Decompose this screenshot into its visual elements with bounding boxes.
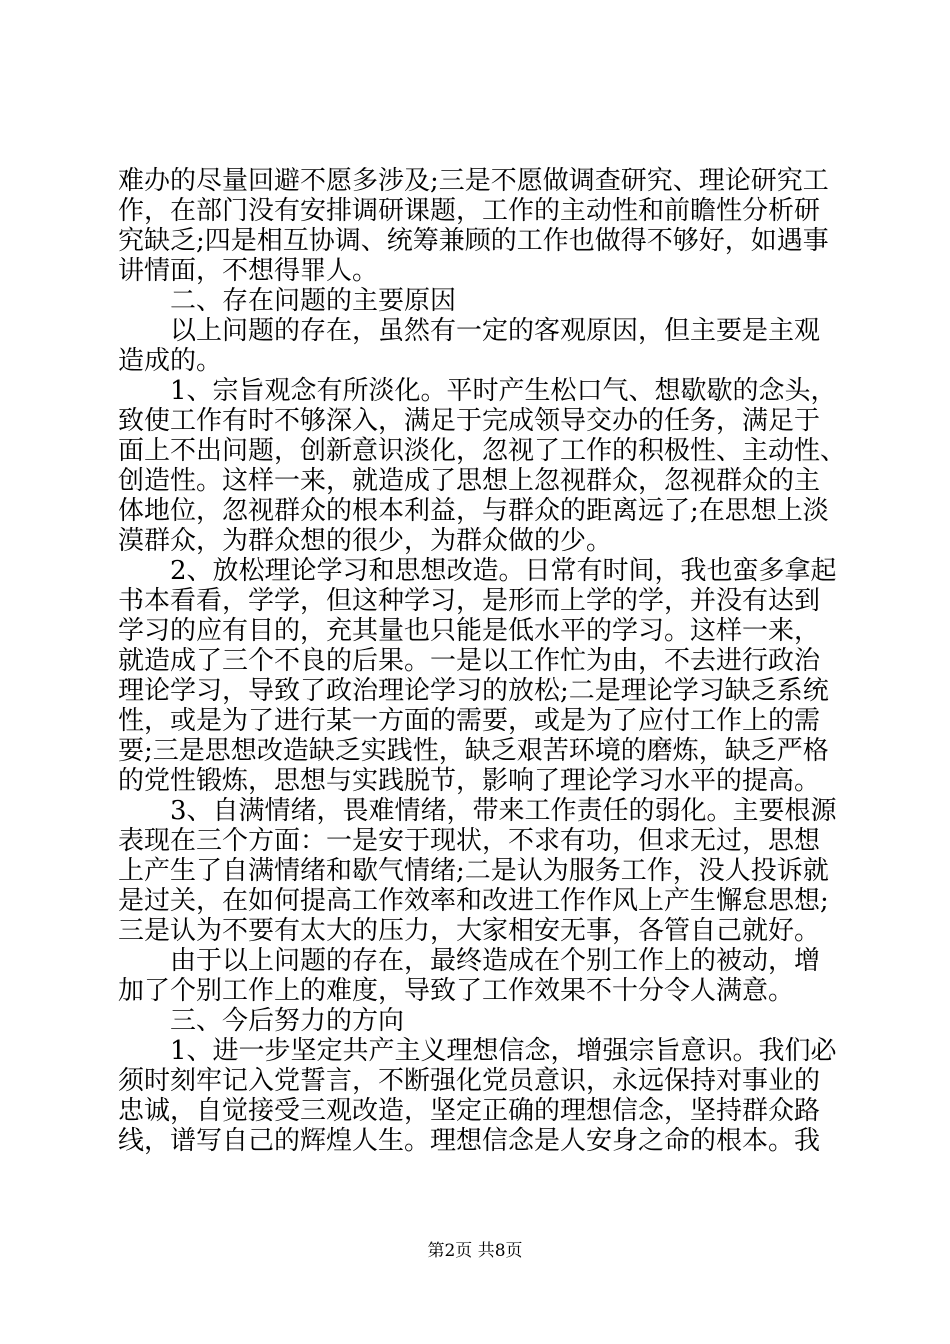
text-line: 加了个别工作上的难度，导致了工作效果不十分令人满意。 bbox=[118, 976, 795, 1006]
text-line: 要;三是思想改造缺乏实践性，缺乏艰苦环境的磨炼，缺乏严格 bbox=[118, 736, 829, 766]
text-line: 面上不出问题，创新意识淡化，忽视了工作的积极性、主动性、 bbox=[118, 436, 847, 466]
text-line: 学习的应有目的，充其量也只能是低水平的学习。这样一来， bbox=[118, 616, 821, 646]
text-line: 是过关，在如何提高工作效率和改进工作作风上产生懈怠思想; bbox=[118, 886, 829, 916]
section-heading: 二、存在问题的主要原因 bbox=[118, 286, 457, 316]
document-body bbox=[118, 166, 847, 1156]
text-line: 致使工作有时不够深入，满足于完成领导交办的任务，满足于 bbox=[118, 406, 821, 436]
text-line: 性，或是为了进行某一方面的需要，或是为了应付工作上的需 bbox=[118, 706, 821, 736]
text-line: 由于以上问题的存在，最终造成在个别工作上的被动，增 bbox=[118, 946, 821, 976]
text-line: 1、进一步坚定共产主义理想信念，增强宗旨意识。我们必 bbox=[118, 1036, 837, 1066]
text-line: 理论学习，导致了政治理论学习的放松;二是理论学习缺乏系统 bbox=[118, 676, 829, 706]
text-line: 作，在部门没有安排调研课题，工作的主动性和前瞻性分析研 bbox=[118, 196, 821, 226]
page-number: 第2页 共8页 bbox=[427, 1241, 523, 1261]
text-line: 表现在三个方面：一是安于现状，不求有功，但求无过，思想 bbox=[118, 826, 821, 856]
text-line: 线，谱写自己的辉煌人生。理想信念是人安身之命的根本。我 bbox=[118, 1126, 821, 1156]
text-line: 书本看看，学学，但这种学习，是形而上学的学，并没有达到 bbox=[118, 586, 821, 616]
text-line: 究缺乏;四是相互协调、统筹兼顾的工作也做得不够好，如遇事 bbox=[118, 226, 829, 256]
text-line: 以上问题的存在，虽然有一定的客观原因，但主要是主观 bbox=[118, 316, 821, 346]
text-line: 须时刻牢记入党誓言，不断强化党员意识，永远保持对事业的 bbox=[118, 1066, 821, 1096]
text-line: 的党性锻炼，思想与实践脱节，影响了理论学习水平的提高。 bbox=[118, 766, 821, 796]
text-line: 讲情面，不想得罪人。 bbox=[118, 256, 379, 286]
text-line: 就造成了三个不良的后果。一是以工作忙为由，不去进行政治 bbox=[118, 646, 821, 676]
text-line: 2、放松理论学习和思想改造。日常有时间，我也蛮多拿起 bbox=[118, 556, 837, 586]
text-line: 忠诚，自觉接受三观改造，坚定正确的理想信念，坚持群众路 bbox=[118, 1096, 821, 1126]
text-line: 体地位，忽视群众的根本利益，与群众的距离远了;在思想上淡 bbox=[118, 496, 829, 526]
text-line: 3、自满情绪，畏难情绪，带来工作责任的弱化。主要根源 bbox=[118, 796, 837, 826]
text-line: 上产生了自满情绪和歇气情绪;二是认为服务工作，没人投诉就 bbox=[118, 856, 829, 886]
text-line: 创造性。这样一来，就造成了思想上忽视群众，忽视群众的主 bbox=[118, 466, 821, 496]
text-line: 漠群众，为群众想的很少，为群众做的少。 bbox=[118, 526, 613, 556]
text-line: 难办的尽量回避不愿多涉及;三是不愿做调查研究、理论研究工 bbox=[118, 166, 829, 196]
section-heading: 三、今后努力的方向 bbox=[118, 1006, 405, 1036]
text-line: 1、宗旨观念有所淡化。平时产生松口气、想歇歇的念头， bbox=[118, 376, 837, 406]
text-line: 三是认为不要有太大的压力，大家相安无事，各管自己就好。 bbox=[118, 916, 821, 946]
text-line: 造成的。 bbox=[118, 346, 223, 376]
